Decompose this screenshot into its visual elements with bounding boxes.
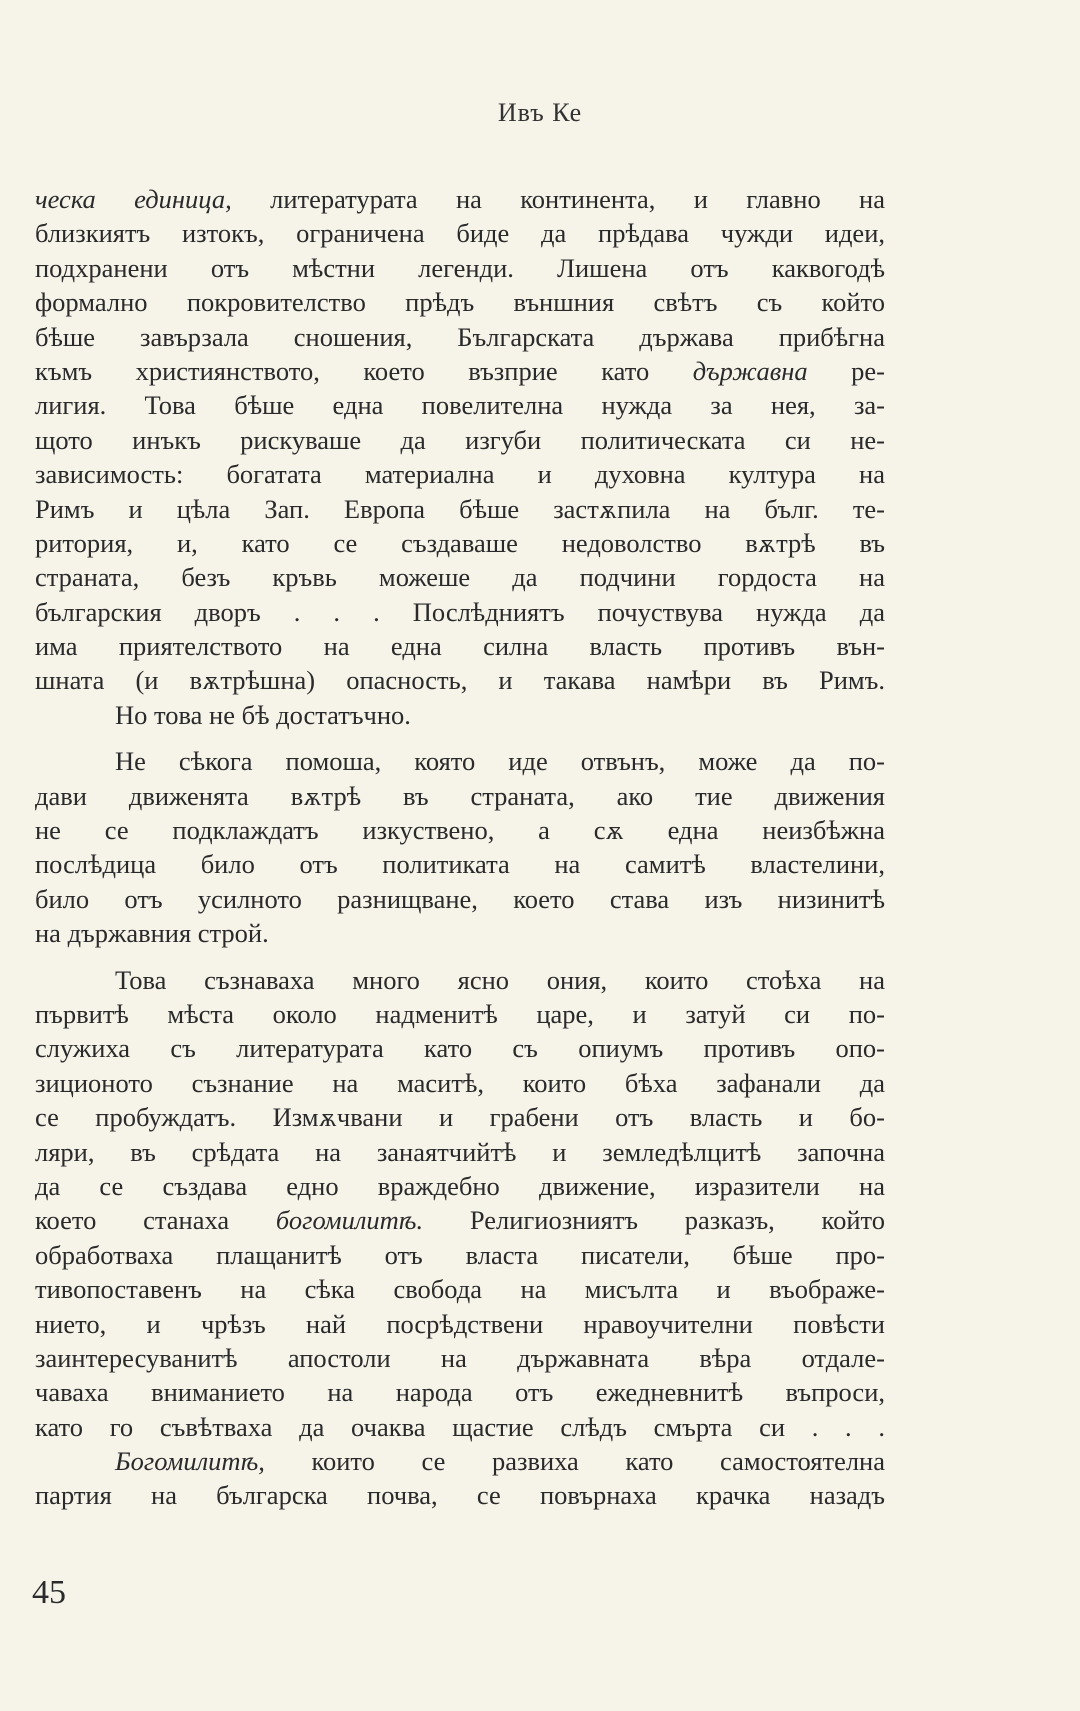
text-line: [35, 492, 885, 526]
text-segment: Римъ и цѣла Зап. Европа бѣше застѫпила на бълг. те-: [35, 493, 885, 524]
text-segment: нието, и чрѣзъ най посрѣдствени нравоучителни повѣсти: [35, 1308, 885, 1339]
text-line: [35, 847, 885, 881]
text-line: [35, 963, 885, 997]
text-line: [35, 1203, 885, 1237]
text-segment: било отъ усилното разнищване, което става изъ низинитѣ: [35, 883, 885, 914]
text-segment: Не сѣкога помоша, която иде отвънъ, може да по-: [115, 746, 885, 777]
text-line: [35, 285, 885, 319]
text-segment: литературата на континента, и главно на: [231, 184, 885, 214]
text-segment: обработваха плащанитѣ отъ власта писатели, бѣше про-: [35, 1239, 885, 1270]
text-segment: Но това не бѣ достатъчно.: [115, 699, 411, 730]
text-line: [35, 1444, 885, 1478]
text-line: [35, 779, 885, 813]
text-line: [35, 1169, 885, 1203]
text-segment: зиционото съзнание на маситѣ, които бѣха зафанали да: [35, 1067, 885, 1098]
page-number: 45: [32, 1574, 66, 1611]
text-segment: близкиятъ изтокъ, ограничена биде да прѣдава чужди идеи,: [35, 218, 885, 249]
text-segment: послѣдица било отъ политиката на самитѣ властелини,: [35, 849, 885, 880]
text-segment: има приятелството на една силна власть противъ вън-: [35, 631, 885, 662]
text-segment: Религиозниятъ разказъ, който: [423, 1205, 885, 1236]
text-line: [35, 1066, 885, 1100]
text-segment: зависимость: богатата материална и духовна култура на: [35, 459, 885, 490]
text-segment: които се развиха като самостоятелна: [264, 1446, 885, 1477]
text-line: [35, 216, 885, 250]
text-segment: лигия. Това бѣше една повелителна нужда за нея, за-: [35, 390, 885, 421]
text-segment: къмъ християнството, което възприе като: [35, 355, 693, 386]
text-line: [35, 1135, 885, 1169]
paragraph: [35, 963, 885, 1513]
text-line: [35, 388, 885, 422]
text-line: [35, 1375, 885, 1409]
body-text: [35, 182, 885, 1513]
paragraph-gap: [35, 732, 885, 744]
running-head: Ивъ Ке: [497, 98, 583, 127]
text-segment: ритория, и, като се създаваше недоволство вѫтрѣ въ: [35, 527, 885, 558]
text-line: [35, 423, 885, 457]
italic-text: държавна: [692, 355, 808, 386]
text-line: [35, 457, 885, 491]
text-segment: заинтересуванитѣ апостоли на държавната вѣра отдале-: [35, 1342, 885, 1373]
text-line: [35, 997, 885, 1031]
text-line: [35, 354, 885, 388]
text-segment: тивопоставенъ на сѣка свобода на мисълта и въображе-: [35, 1274, 885, 1305]
text-segment: да се създава едно враждебно движение, изразители на: [35, 1170, 885, 1201]
text-segment: шната (и вѫтрѣшна) опасность, и такава намѣри въ Римъ.: [35, 665, 885, 696]
text-segment: се пробуждатъ. Измѫчвани и грабени отъ власть и бо-: [35, 1102, 885, 1133]
text-line: [35, 629, 885, 663]
text-line: [35, 595, 885, 629]
text-segment: бѣше завързала сношения, Българската държава прибѣгна: [35, 321, 885, 352]
text-line: [35, 882, 885, 916]
text-segment: дави движенята вѫтрѣ въ страната, ако тие движения: [35, 780, 885, 811]
text-line: [35, 1478, 885, 1512]
text-segment: служиха съ литературата като съ опиумъ противъ опо-: [35, 1033, 885, 1064]
text-segment: чаваха вниманието на народа отъ ежедневнитѣ въпроси,: [35, 1377, 885, 1408]
text-segment: страната, безъ кръвь можеше да подчини гордоста на: [35, 562, 885, 593]
text-line: [35, 698, 885, 732]
text-line: [35, 320, 885, 354]
text-line: [35, 1307, 885, 1341]
text-line: [35, 560, 885, 594]
text-line: [35, 744, 885, 778]
text-line: [35, 1341, 885, 1375]
text-segment: партия на българска почва, се повърнаха крачка назадъ: [35, 1480, 885, 1511]
italic-text: ческа единица,: [35, 184, 232, 214]
text-line: [35, 182, 885, 216]
text-line: [35, 1100, 885, 1134]
text-line: [35, 1031, 885, 1065]
text-line: [35, 251, 885, 285]
text-line: [35, 813, 885, 847]
text-segment: щото инъкъ рискуваше да изгуби политическата си не-: [35, 424, 885, 455]
text-line: [35, 1272, 885, 1306]
text-line: [35, 1238, 885, 1272]
text-segment: като го съвѣтваха да очаква щастие слѣдъ смърта си . . .: [35, 1411, 885, 1442]
paragraph: [35, 744, 885, 950]
text-line: [35, 1410, 885, 1444]
text-segment: формално покровителство прѣдъ външния свѣтъ съ който: [35, 287, 885, 318]
text-line: [35, 916, 885, 950]
text-segment: на държавния строй.: [35, 918, 269, 949]
text-segment: не се подклаждатъ изкуствено, а сѫ една неизбѣжна: [35, 815, 885, 846]
text-segment: ре-: [807, 355, 885, 386]
text-segment: ляри, въ срѣдата на занаятчийтѣ и земледѣлцитѣ започна: [35, 1136, 885, 1167]
text-segment: първитѣ мѣста около надменитѣ царе, и затуй си по-: [35, 998, 885, 1029]
text-line: [35, 526, 885, 560]
text-segment: което станаха: [35, 1205, 276, 1236]
paragraph-gap: [35, 951, 885, 963]
text-segment: Това съзнаваха много ясно ония, които стоѣха на: [115, 964, 885, 995]
italic-text: богомилитѣ.: [275, 1205, 424, 1236]
paragraph: [35, 182, 885, 732]
text-segment: подхранени отъ мѣстни легенди. Лишена отъ каквогодѣ: [35, 252, 885, 283]
text-line: [35, 663, 885, 697]
text-segment: българския дворъ . . . Послѣдниятъ почуствува нужда да: [35, 596, 885, 627]
italic-text: Богомилитѣ,: [115, 1446, 265, 1477]
